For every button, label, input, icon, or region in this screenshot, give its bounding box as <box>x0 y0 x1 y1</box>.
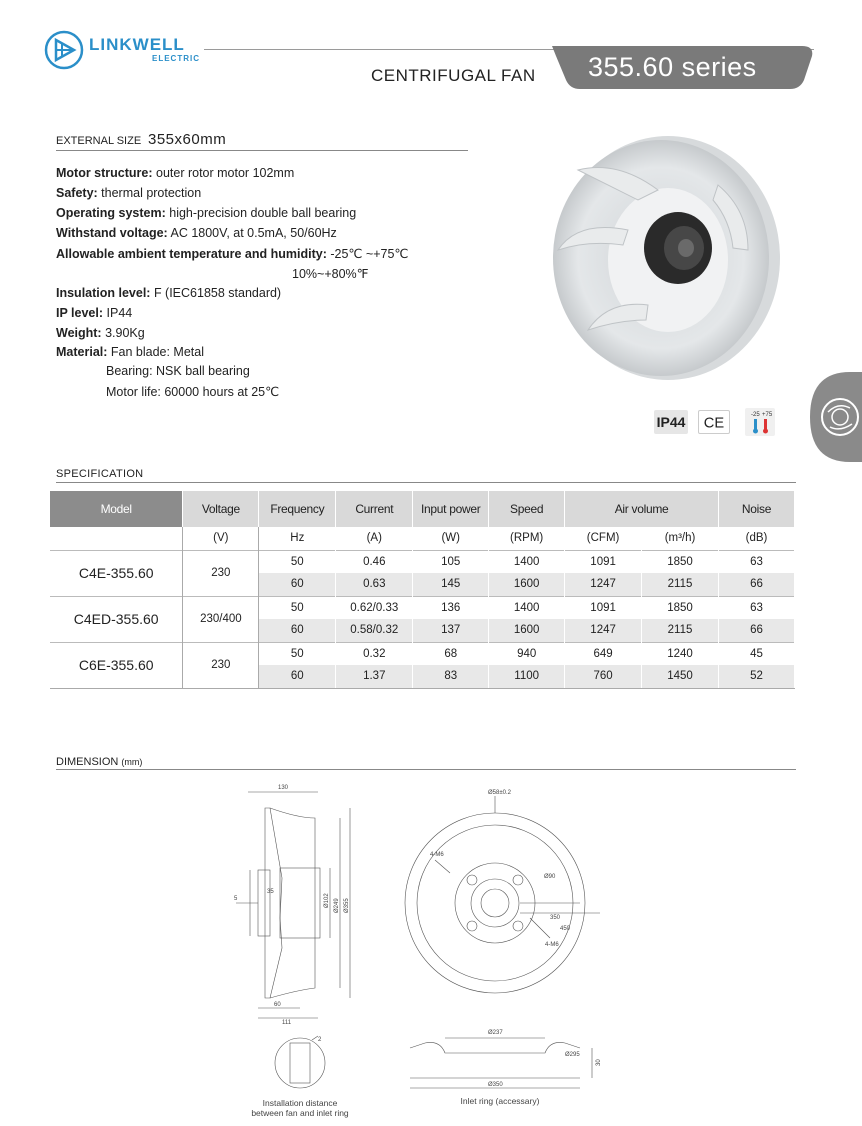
spec-item: Motor structure: outer rotor motor 102mm <box>56 166 295 180</box>
cell: 0.63 <box>336 573 413 596</box>
specification-rule <box>56 482 796 483</box>
page-title: CENTRIFUGAL FAN <box>371 66 536 85</box>
cell: 83 <box>413 665 489 688</box>
side-tab-fan-icon <box>810 372 862 462</box>
ce-mark-text: CE <box>703 415 725 432</box>
cell: 1091 <box>565 596 642 619</box>
caption-ring: Inlet ring (accessary) <box>460 1096 540 1106</box>
dim-hole2: Ø90 <box>544 874 556 880</box>
model-cell: C4E-355.60 <box>50 550 183 596</box>
dimension-label: DIMENSION (mm) <box>56 756 143 768</box>
dim-ring-outer: Ø350 <box>488 1082 503 1088</box>
cell: 66 <box>719 573 795 596</box>
dimension-drawings <box>220 778 640 1123</box>
cell: 50 <box>259 596 336 619</box>
cell: 2115 <box>642 573 719 596</box>
header-frequency: Frequency <box>259 491 336 527</box>
table-header-row <box>50 491 795 527</box>
cell: 136 <box>413 596 489 619</box>
cell: 52 <box>719 665 795 688</box>
dim-bottom2: 111 <box>282 1020 292 1026</box>
dim-hole1: 4-M6 <box>430 852 444 858</box>
table-row <box>50 550 795 573</box>
header-current: Current <box>336 491 413 527</box>
spec-item: Weight: 3.90Kg <box>56 326 145 340</box>
spec-item: 10%~+80%℉ <box>292 267 369 281</box>
specification-label: SPECIFICATION <box>56 468 144 480</box>
header-air-volume: Air volume <box>565 491 719 527</box>
brand-name: LINKWELL <box>89 35 185 54</box>
dim-r1: 350 <box>550 915 561 921</box>
cell: 45 <box>719 642 795 665</box>
header-voltage: Voltage <box>183 491 259 527</box>
cell: 0.62/0.33 <box>336 596 413 619</box>
cell: 50 <box>259 642 336 665</box>
cell: 1400 <box>489 550 565 573</box>
cell: 1600 <box>489 619 565 642</box>
cell: 760 <box>565 665 642 688</box>
cell: 2115 <box>642 619 719 642</box>
spec-item: Insulation level: F (IEC61858 standard) <box>56 286 282 300</box>
dim-ring-height: 30 <box>596 1059 602 1066</box>
cell: 1100 <box>489 665 565 688</box>
voltage-cell: 230 <box>183 550 259 596</box>
cell: 1600 <box>489 573 565 596</box>
cell: 1240 <box>642 642 719 665</box>
cell: 1850 <box>642 596 719 619</box>
external-size-label: EXTERNAL SIZE <box>56 135 142 147</box>
external-size-rule <box>56 150 468 151</box>
dim-hole3: 4-M6 <box>545 942 559 948</box>
ce-mark-icon <box>698 410 730 434</box>
ip44-badge: IP44 <box>654 410 688 434</box>
unit-speed: (RPM) <box>489 527 565 550</box>
dim-front-top: Ø58±0.2 <box>488 790 511 796</box>
model-cell: C4ED-355.60 <box>50 596 183 642</box>
cell: 1247 <box>565 619 642 642</box>
spec-item: Operating system: high-precision double ball bearing <box>56 206 357 220</box>
spec-item: Withstand voltage: AC 1800V, at 0.5mA, 50/60Hz <box>56 226 337 240</box>
temp-high: +75 <box>762 412 773 418</box>
dim-ring-side: Ø295 <box>565 1052 580 1058</box>
header-input-power: Input power <box>413 491 489 527</box>
cell: 0.46 <box>336 550 413 573</box>
cell: 649 <box>565 642 642 665</box>
cell: 1850 <box>642 550 719 573</box>
unit-power: (W) <box>413 527 489 550</box>
dim-r2: 450 <box>560 926 571 932</box>
voltage-cell: 230/400 <box>183 596 259 642</box>
cell: 60 <box>259 619 336 642</box>
linkwell-logo-icon <box>44 30 84 70</box>
unit-frequency: Hz <box>259 527 336 550</box>
specification-table <box>50 491 795 689</box>
voltage-cell: 230 <box>183 642 259 688</box>
fan-product-image <box>518 130 790 392</box>
dimension-rule <box>56 769 796 770</box>
dim-install-gap: 2 <box>318 1037 322 1043</box>
dim-d3: Ø102 <box>324 893 330 908</box>
cell: 0.32 <box>336 642 413 665</box>
caption-install: Installation distance between fan and inlet ring <box>251 1098 349 1118</box>
cell: 105 <box>413 550 489 573</box>
temp-low: -25 <box>751 412 760 418</box>
external-size-value: 355x60mm <box>148 131 227 148</box>
spec-item: Safety: thermal protection <box>56 186 202 200</box>
cell: 0.58/0.32 <box>336 619 413 642</box>
cell: 68 <box>413 642 489 665</box>
temperature-icon <box>745 408 775 436</box>
table-row <box>50 642 795 665</box>
cell: 63 <box>719 596 795 619</box>
model-cell: C6E-355.60 <box>50 642 183 688</box>
unit-noise: (dB) <box>719 527 795 550</box>
cell: 1.37 <box>336 665 413 688</box>
cell: 1247 <box>565 573 642 596</box>
cell: 60 <box>259 573 336 596</box>
cell: 60 <box>259 665 336 688</box>
series-title: 355.60 series <box>588 52 757 82</box>
cell: 1091 <box>565 550 642 573</box>
dim-ring-top: Ø237 <box>488 1030 503 1036</box>
spec-item: IP level: IP44 <box>56 306 133 320</box>
brand-sub: ELECTRIC <box>152 54 200 63</box>
header-noise: Noise <box>719 491 795 527</box>
dim-width: 130 <box>278 785 289 791</box>
spec-item: Allowable ambient temperature and humidity: -25℃ ~+75℃ <box>56 247 409 261</box>
spec-item: Motor life: 60000 hours at 25℃ <box>106 385 280 399</box>
cell: 145 <box>413 573 489 596</box>
spec-item: Bearing: NSK ball bearing <box>106 364 250 378</box>
dim-d4: Ø249 <box>334 898 340 913</box>
cell: 940 <box>489 642 565 665</box>
unit-current: (A) <box>336 527 413 550</box>
unit-m3h: (m³/h) <box>642 527 719 550</box>
cell: 63 <box>719 550 795 573</box>
cell: 66 <box>719 619 795 642</box>
dim-bottom1: 60 <box>274 1002 281 1008</box>
header-speed: Speed <box>489 491 565 527</box>
dim-d5: Ø355 <box>344 898 350 913</box>
header-model: Model <box>50 491 183 527</box>
cell: 1450 <box>642 665 719 688</box>
table-units-row <box>50 527 795 550</box>
unit-voltage: (V) <box>183 527 259 550</box>
cell: 1400 <box>489 596 565 619</box>
dim-d2: 35 <box>267 889 274 895</box>
cell: 50 <box>259 550 336 573</box>
dim-d1: 5 <box>234 896 238 902</box>
unit-cfm: (CFM) <box>565 527 642 550</box>
brand-logo <box>44 30 200 74</box>
table-row <box>50 596 795 619</box>
spec-item: Material: Fan blade: Metal <box>56 345 204 359</box>
cell: 137 <box>413 619 489 642</box>
